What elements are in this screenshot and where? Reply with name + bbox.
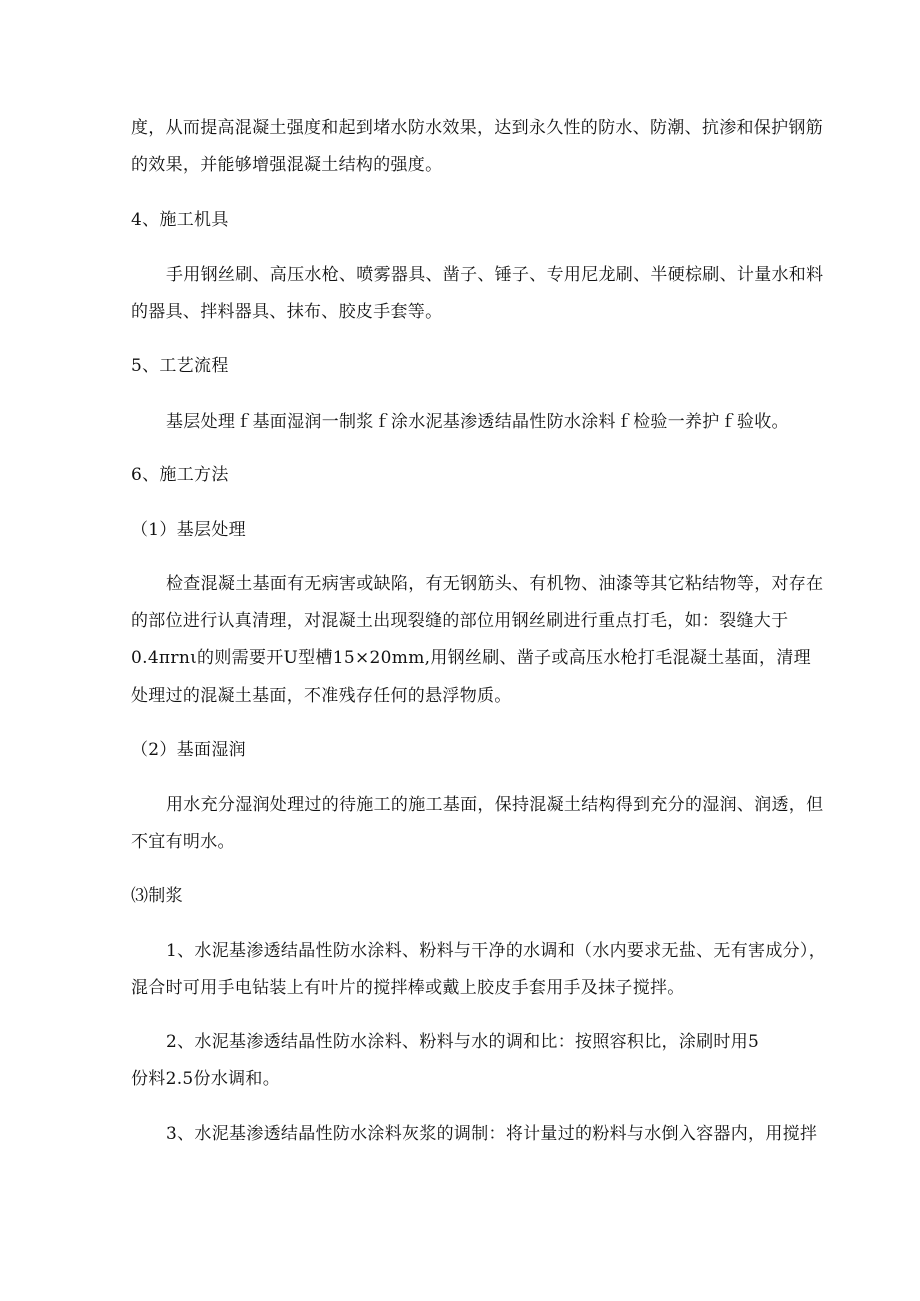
paragraph-line: 用水充分湿润处理过的待施工的施工基面，保持混凝土结构得到充分的湿润、润透，但 (166, 795, 824, 815)
paragraph-line: 的效果，并能够增强混凝土结构的强度。 (131, 155, 443, 175)
section-heading: 6、施工方法 (131, 465, 229, 485)
section-heading: 5、工艺流程 (131, 356, 229, 376)
paragraph-line: 处理过的混凝土基面，不准残存任何的悬浮物质。 (131, 686, 512, 706)
paragraph-line: 的部位进行认真清理，对混凝土出现裂缝的部位用钢丝刷进行重点打毛，如：裂缝大于 (131, 611, 789, 631)
section-heading: 4、施工机具 (131, 210, 229, 230)
paragraph-line: 1、水泥基渗透结晶性防水涂料、粉料与干净的水调和（水内要求无盐、无有害成分）， (166, 941, 827, 961)
subsection-heading: （1）基层处理 (131, 520, 246, 540)
paragraph-line: 2、水泥基渗透结晶性防水涂料、粉料与水的调和比：按照容积比，涂刷时用5 (166, 1032, 760, 1052)
paragraph-line: 不宜有明水。 (131, 832, 235, 852)
paragraph-line: 的器具、拌料器具、抹布、胶皮手套等。 (131, 302, 443, 322)
paragraph-line: 检查混凝土基面有无病害或缺陷，有无钢筋头、有机物、油漆等其它粘结物等，对存在 (166, 574, 824, 594)
paragraph-line: 基层处理ｆ基面湿润一制浆ｆ涂水泥基渗透结晶性防水涂料ｆ检验一养护ｆ验收。 (166, 412, 789, 432)
paragraph-line: 度，从而提高混凝土强度和起到堵水防水效果，达到永久性的防水、防潮、抗渗和保护钢筋 (131, 118, 823, 138)
paragraph-line: 0.4πrnι的则需要开U型槽15×20mm,用钢丝刷、凿子或高压水枪打毛混凝土基面，清理 (131, 648, 811, 668)
paragraph-line: 3、水泥基渗透结晶性防水涂料灰浆的调制：将计量过的粉料与水倒入容器内，用搅拌 (166, 1124, 818, 1144)
paragraph-line: 份料2.5份水调和。 (131, 1069, 281, 1089)
subsection-heading: （2）基面湿润 (131, 740, 246, 760)
paragraph-line: 手用钢丝刷、高压水枪、喷雾器具、凿子、锤子、专用尼龙刷、半硬棕刷、计量水和料 (166, 265, 824, 285)
subsection-heading: ⑶制浆 (131, 886, 183, 906)
paragraph-line: 混合时可用手电钻装上有叶片的搅拌棒或戴上胶皮手套用手及抹子搅拌。 (131, 978, 685, 998)
